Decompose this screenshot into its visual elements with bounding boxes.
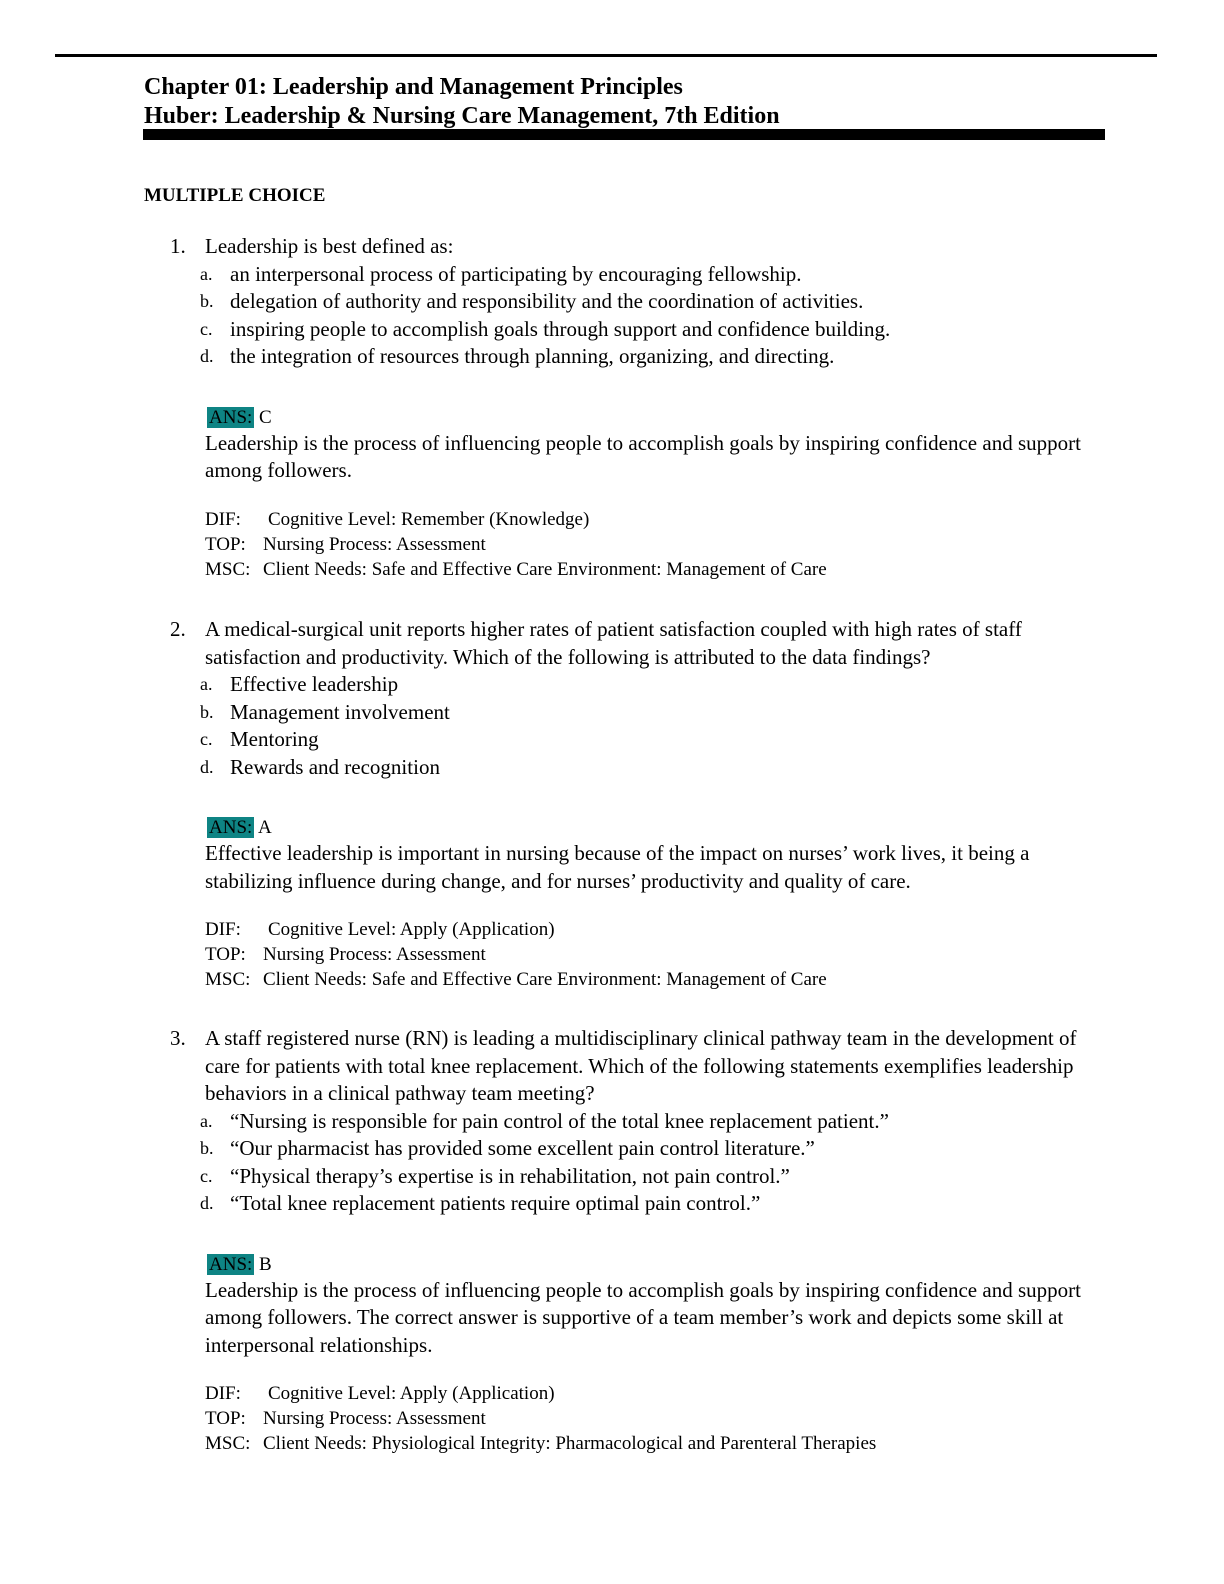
question-2 <box>160 616 1110 992</box>
answer-line <box>205 816 1110 840</box>
header-divider <box>143 129 1105 140</box>
section-title: MULTIPLE CHOICE <box>144 185 326 206</box>
ans-label: ANS: <box>209 1253 253 1275</box>
top-divider <box>55 54 1157 57</box>
top-label: TOP: <box>205 533 246 555</box>
ans-label: ANS: <box>209 817 253 838</box>
option-a: a. an interpersonal process of participating by encouraging fellowship. <box>200 261 802 286</box>
question-number: 2. <box>170 617 186 641</box>
msc-value: Client Needs: Safe and Effective Care Environment: Management of Care <box>263 969 827 990</box>
metadata <box>205 1381 1110 1456</box>
msc-label: MSC: <box>205 558 251 580</box>
answer-block <box>205 1253 1110 1457</box>
chapter-title: Chapter 01: Leadership and Management Principles <box>144 74 683 100</box>
dif-label: DIF: <box>205 919 241 940</box>
option-a: a. Effective leadership <box>200 672 399 696</box>
document-header <box>144 73 1106 131</box>
question-1 <box>160 233 1110 582</box>
option-b: b. Management involvement <box>200 699 450 724</box>
option-list <box>160 261 1110 371</box>
ans-label: ANS: <box>209 406 253 428</box>
dif-value: Cognitive Level: Apply (Application) <box>268 1383 555 1404</box>
question-text: Leadership is best defined as: <box>205 234 454 258</box>
question-3 <box>160 1025 1110 1456</box>
option-b: b. delegation of authority and responsibility and the coordination of activities. <box>200 289 864 313</box>
option-c: c. inspiring people to accomplish goals through support and confidence building. <box>200 316 891 341</box>
option-list <box>160 1108 1110 1218</box>
question-number: 3. <box>170 1026 186 1050</box>
option-c: c. “Physical therapy’s expertise is in rehabilitation, not pain control.” <box>200 1163 790 1188</box>
top-value: Nursing Process: Assessment <box>263 944 486 965</box>
dif-label: DIF: <box>205 1383 241 1404</box>
answer-line <box>205 406 1110 430</box>
dif-value: Cognitive Level: Apply (Application) <box>268 919 555 940</box>
msc-value: Client Needs: Safe and Effective Care Environment: Management of Care <box>263 558 827 580</box>
book-title: Huber: Leadership & Nursing Care Management, 7th Edition <box>144 103 780 129</box>
option-a: a. “Nursing is responsible for pain control of the total knee replacement patient.” <box>200 1108 889 1133</box>
rationale: Leadership is the process of influencing people to accomplish goals by inspiring confidence and support among followers. The correct answer is supportive of a team member’s work and depicts some skill at interpersonal relationships. <box>205 1277 1081 1357</box>
answer-block <box>205 406 1110 582</box>
answer-block <box>205 816 1110 992</box>
answer-line <box>205 1253 1110 1277</box>
ans-value: B <box>259 1253 272 1275</box>
dif-label: DIF: <box>205 508 241 530</box>
option-list <box>160 671 1110 781</box>
top-value: Nursing Process: Assessment <box>263 1408 486 1429</box>
top-value: Nursing Process: Assessment <box>263 533 486 555</box>
option-c: c. Mentoring <box>200 727 319 751</box>
metadata <box>205 917 1110 992</box>
question-text: A medical-surgical unit reports higher rates of patient satisfaction coupled with high rates of staff satisfaction and productivity. Which of the following is attributed to the data findings? <box>205 617 1022 669</box>
option-d: d. Rewards and recognition <box>200 754 440 779</box>
option-d: d. the integration of resources through planning, organizing, and directing. <box>200 344 835 368</box>
msc-label: MSC: <box>205 969 251 990</box>
question-text: A staff registered nurse (RN) is leading a multidisciplinary clinical pathway team in the development of care for patients with total knee replacement. Which of the following statements exemplifies leadership behaviors in a clinical pathway team meeting? <box>205 1026 1077 1105</box>
rationale: Leadership is the process of influencing people to accomplish goals by inspiring confidence and support among followers. <box>205 430 1081 482</box>
question-stem <box>160 233 1110 261</box>
top-label: TOP: <box>205 944 246 965</box>
ans-value: A <box>258 817 272 838</box>
ans-value: C <box>259 406 272 428</box>
rationale: Effective leadership is important in nursing because of the impact on nurses’ work lives, it being a stabilizing influence during change, and for nurses’ productivity and quality of care. <box>205 841 1030 893</box>
option-b: b. “Our pharmacist has provided some excellent pain control literature.” <box>200 1136 815 1160</box>
question-stem <box>160 616 1110 671</box>
msc-value: Client Needs: Physiological Integrity: Pharmacological and Parenteral Therapies <box>263 1433 877 1454</box>
dif-value: Cognitive Level: Remember (Knowledge) <box>268 508 590 530</box>
question-stem <box>160 1025 1110 1108</box>
msc-label: MSC: <box>205 1433 251 1454</box>
option-d: d. “Total knee replacement patients require optimal pain control.” <box>200 1191 761 1215</box>
top-label: TOP: <box>205 1408 246 1429</box>
metadata <box>205 507 1110 582</box>
question-number: 1. <box>170 234 186 258</box>
